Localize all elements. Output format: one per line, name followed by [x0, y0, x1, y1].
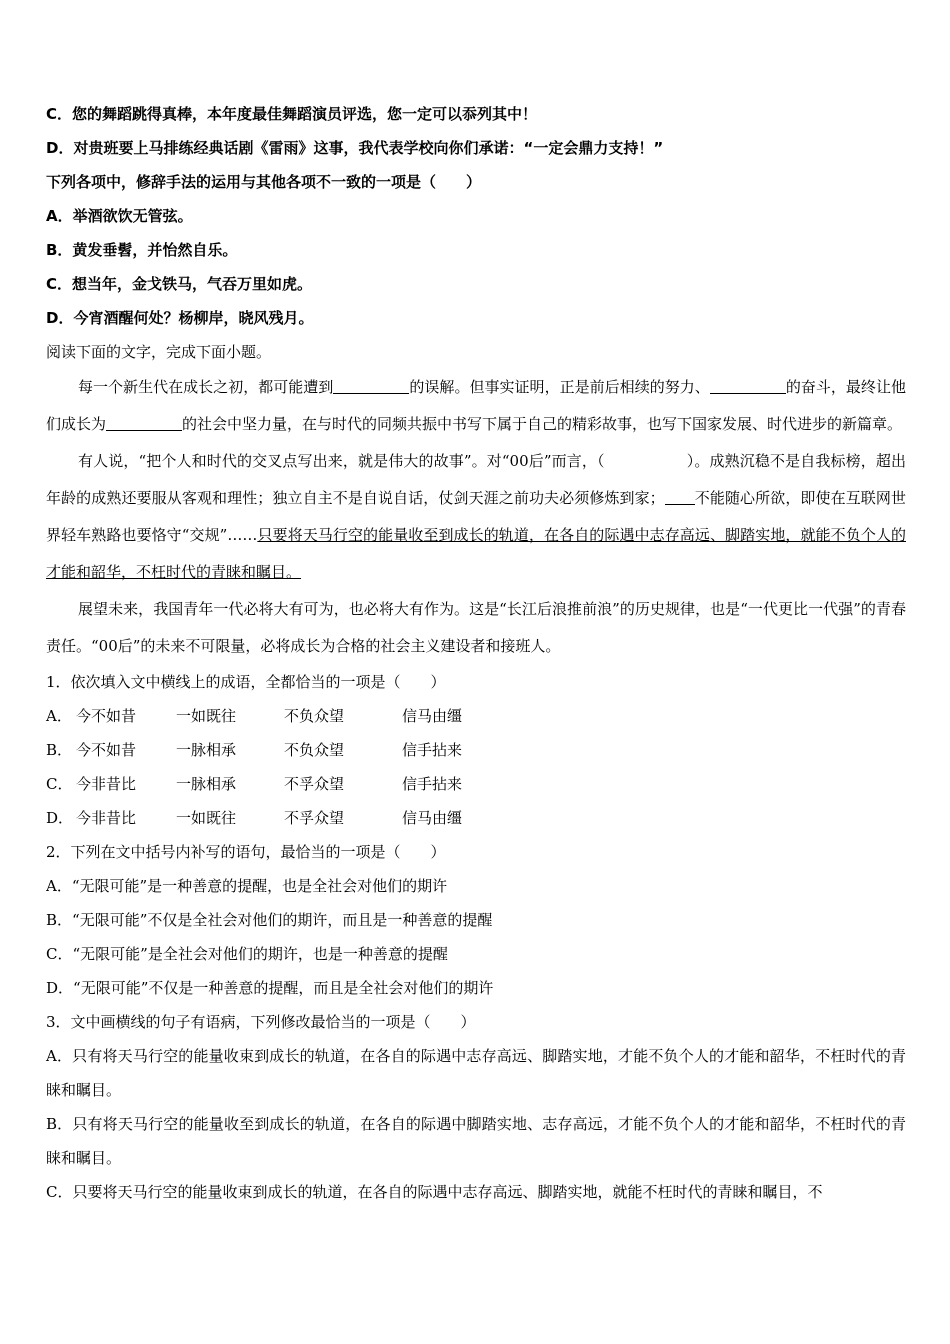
- option-label: C．: [46, 775, 73, 793]
- reading-instruction: 阅读下面的文字，完成下面小题。: [46, 343, 272, 361]
- passage-paragraph-3: 展望未来，我国青年一代必将大有可为，也必将大有作为。这是“长江后浪推前浪”的历史规律，也是“一代更比一代强”的青春责任。“00后”的未来不可限量，必将成长为合格的社会主义建设者和接班人。: [46, 600, 906, 655]
- q2-option-b: B．“无限可能”不仅是全社会对他们的期许，而且是一种善意的提醒: [46, 911, 493, 929]
- idiom-1: 今非昔比: [76, 775, 137, 793]
- idiom-3: 不负众望: [284, 707, 345, 725]
- passage-paragraph-2: [46, 443, 906, 591]
- p2-text-a: 有人说，“把个人和时代的交叉点写出来，就是伟大的故事”。对“00后”而言，（: [78, 452, 605, 470]
- idiom-2: 一如既往: [176, 809, 237, 827]
- rhetoric-option-a: A．举酒欲饮无管弦。: [46, 207, 193, 225]
- q2-stem: 2．下列在文中括号内补写的语句，最恰当的一项是（ ）: [46, 843, 446, 861]
- option-label: A．: [46, 707, 72, 725]
- idiom-3: 不孚众望: [284, 809, 345, 827]
- p1-text-a: 每一个新生代在成长之初，都可能遭到: [78, 378, 334, 396]
- idiom-3: 不孚众望: [284, 775, 345, 793]
- blank-3: [106, 415, 182, 431]
- q1-option-b: [46, 733, 906, 767]
- p1-text-d: 的社会中坚力量，在与时代的同频共振中书写下属于自己的精彩故事，也写下国家发展、时代进步的新篇章。: [182, 415, 903, 433]
- p1-text-c: 的奋斗，最终让他们成长为: [46, 378, 906, 433]
- rhetoric-option-c: C．想当年，金戈铁马，气吞万里如虎。: [46, 275, 313, 293]
- idiom-2: 一如既往: [176, 707, 237, 725]
- idiom-4: 信马由缰: [402, 809, 463, 827]
- q3-stem: 3．文中画横线的句子有语病，下列修改最恰当的一项是（ ）: [46, 1013, 476, 1031]
- blank-1: [333, 378, 409, 394]
- passage-paragraph-1: [46, 369, 906, 443]
- q1-option-a: [46, 699, 906, 733]
- prev-option-c: C．您的舞蹈跳得真棒，本年度最佳舞蹈演员评选，您一定可以忝列其中！: [46, 105, 538, 123]
- prev-option-d: D．对贵班要上马排练经典话剧《雷雨》这事，我代表学校向你们承诺：“一定会鼎力支持！”: [46, 139, 664, 157]
- option-label: B．: [46, 741, 73, 759]
- idiom-1: 今非昔比: [76, 809, 137, 827]
- rhetoric-option-b: B．黄发垂髫，并怡然自乐。: [46, 241, 238, 259]
- p2-text-c: 不能随心所欲，即使在互联网世界轻车熟路也要恪守“交规”……: [46, 489, 906, 544]
- blank-4: [665, 489, 695, 505]
- q3-option-a: A．只有将天马行空的能量收束到成长的轨道，在各自的际遇中志存高远、脚踏实地，才能不负个人的才能和韶华，不枉时代的青睐和瞩目。: [46, 1047, 906, 1099]
- q3-option-b: B．只有将天马行空的能量收至到成长的轨道，在各自的际遇中脚踏实地、志存高远，才能不负个人的才能和韶华，不枉时代的青睐和瞩目。: [46, 1115, 906, 1167]
- q1-option-c: [46, 767, 906, 801]
- idiom-4: 信手拈来: [402, 741, 463, 759]
- idiom-4: 信马由缰: [402, 707, 463, 725]
- idiom-2: 一脉相承: [176, 741, 237, 759]
- document-page: [46, 97, 906, 1209]
- underlined-sentence: 只要将天马行空的能量收至到成长的轨道，在各自的际遇中志存高远、脚踏实地，就能不负个人的才能和韶华，不枉时代的青睐和瞩目。: [46, 526, 906, 581]
- q2-option-c: C．“无限可能”是全社会对他们的期许，也是一种善意的提醒: [46, 945, 448, 963]
- idiom-4: 信手拈来: [402, 775, 463, 793]
- q1-option-d: [46, 801, 906, 835]
- option-label: D．: [46, 809, 74, 827]
- q3-option-c: C．只要将天马行空的能量收束到成长的轨道，在各自的际遇中志存高远、脚踏实地，就能不枉时代的青睐和瞩目，不: [46, 1183, 823, 1201]
- rhetoric-question-stem: 下列各项中，修辞手法的运用与其他各项不一致的一项是（ ）: [46, 173, 482, 191]
- p2-text-b: ）。成熟沉稳不是自我标榜，超出年龄的成熟还要服从客观和理性；独立自主不是自说自话，仗剑天涯之前功夫必须修炼到家；: [46, 452, 906, 507]
- rhetoric-option-d: D．今宵酒醒何处？杨柳岸，晓风残月。: [46, 309, 314, 327]
- q1-stem: 1．依次填入文中横线上的成语，全都恰当的一项是（ ）: [46, 673, 446, 691]
- idiom-3: 不负众望: [284, 741, 345, 759]
- blank-2: [710, 378, 786, 394]
- idiom-2: 一脉相承: [176, 775, 237, 793]
- idiom-1: 今不如昔: [76, 741, 137, 759]
- q2-option-d: D．“无限可能”不仅是一种善意的提醒，而且是全社会对他们的期许: [46, 979, 494, 997]
- q2-option-a: A．“无限可能”是一种善意的提醒，也是全社会对他们的期许: [46, 877, 448, 895]
- idiom-1: 今不如昔: [76, 707, 137, 725]
- p1-text-b: 的误解。但事实证明，正是前后相续的努力、: [409, 378, 710, 396]
